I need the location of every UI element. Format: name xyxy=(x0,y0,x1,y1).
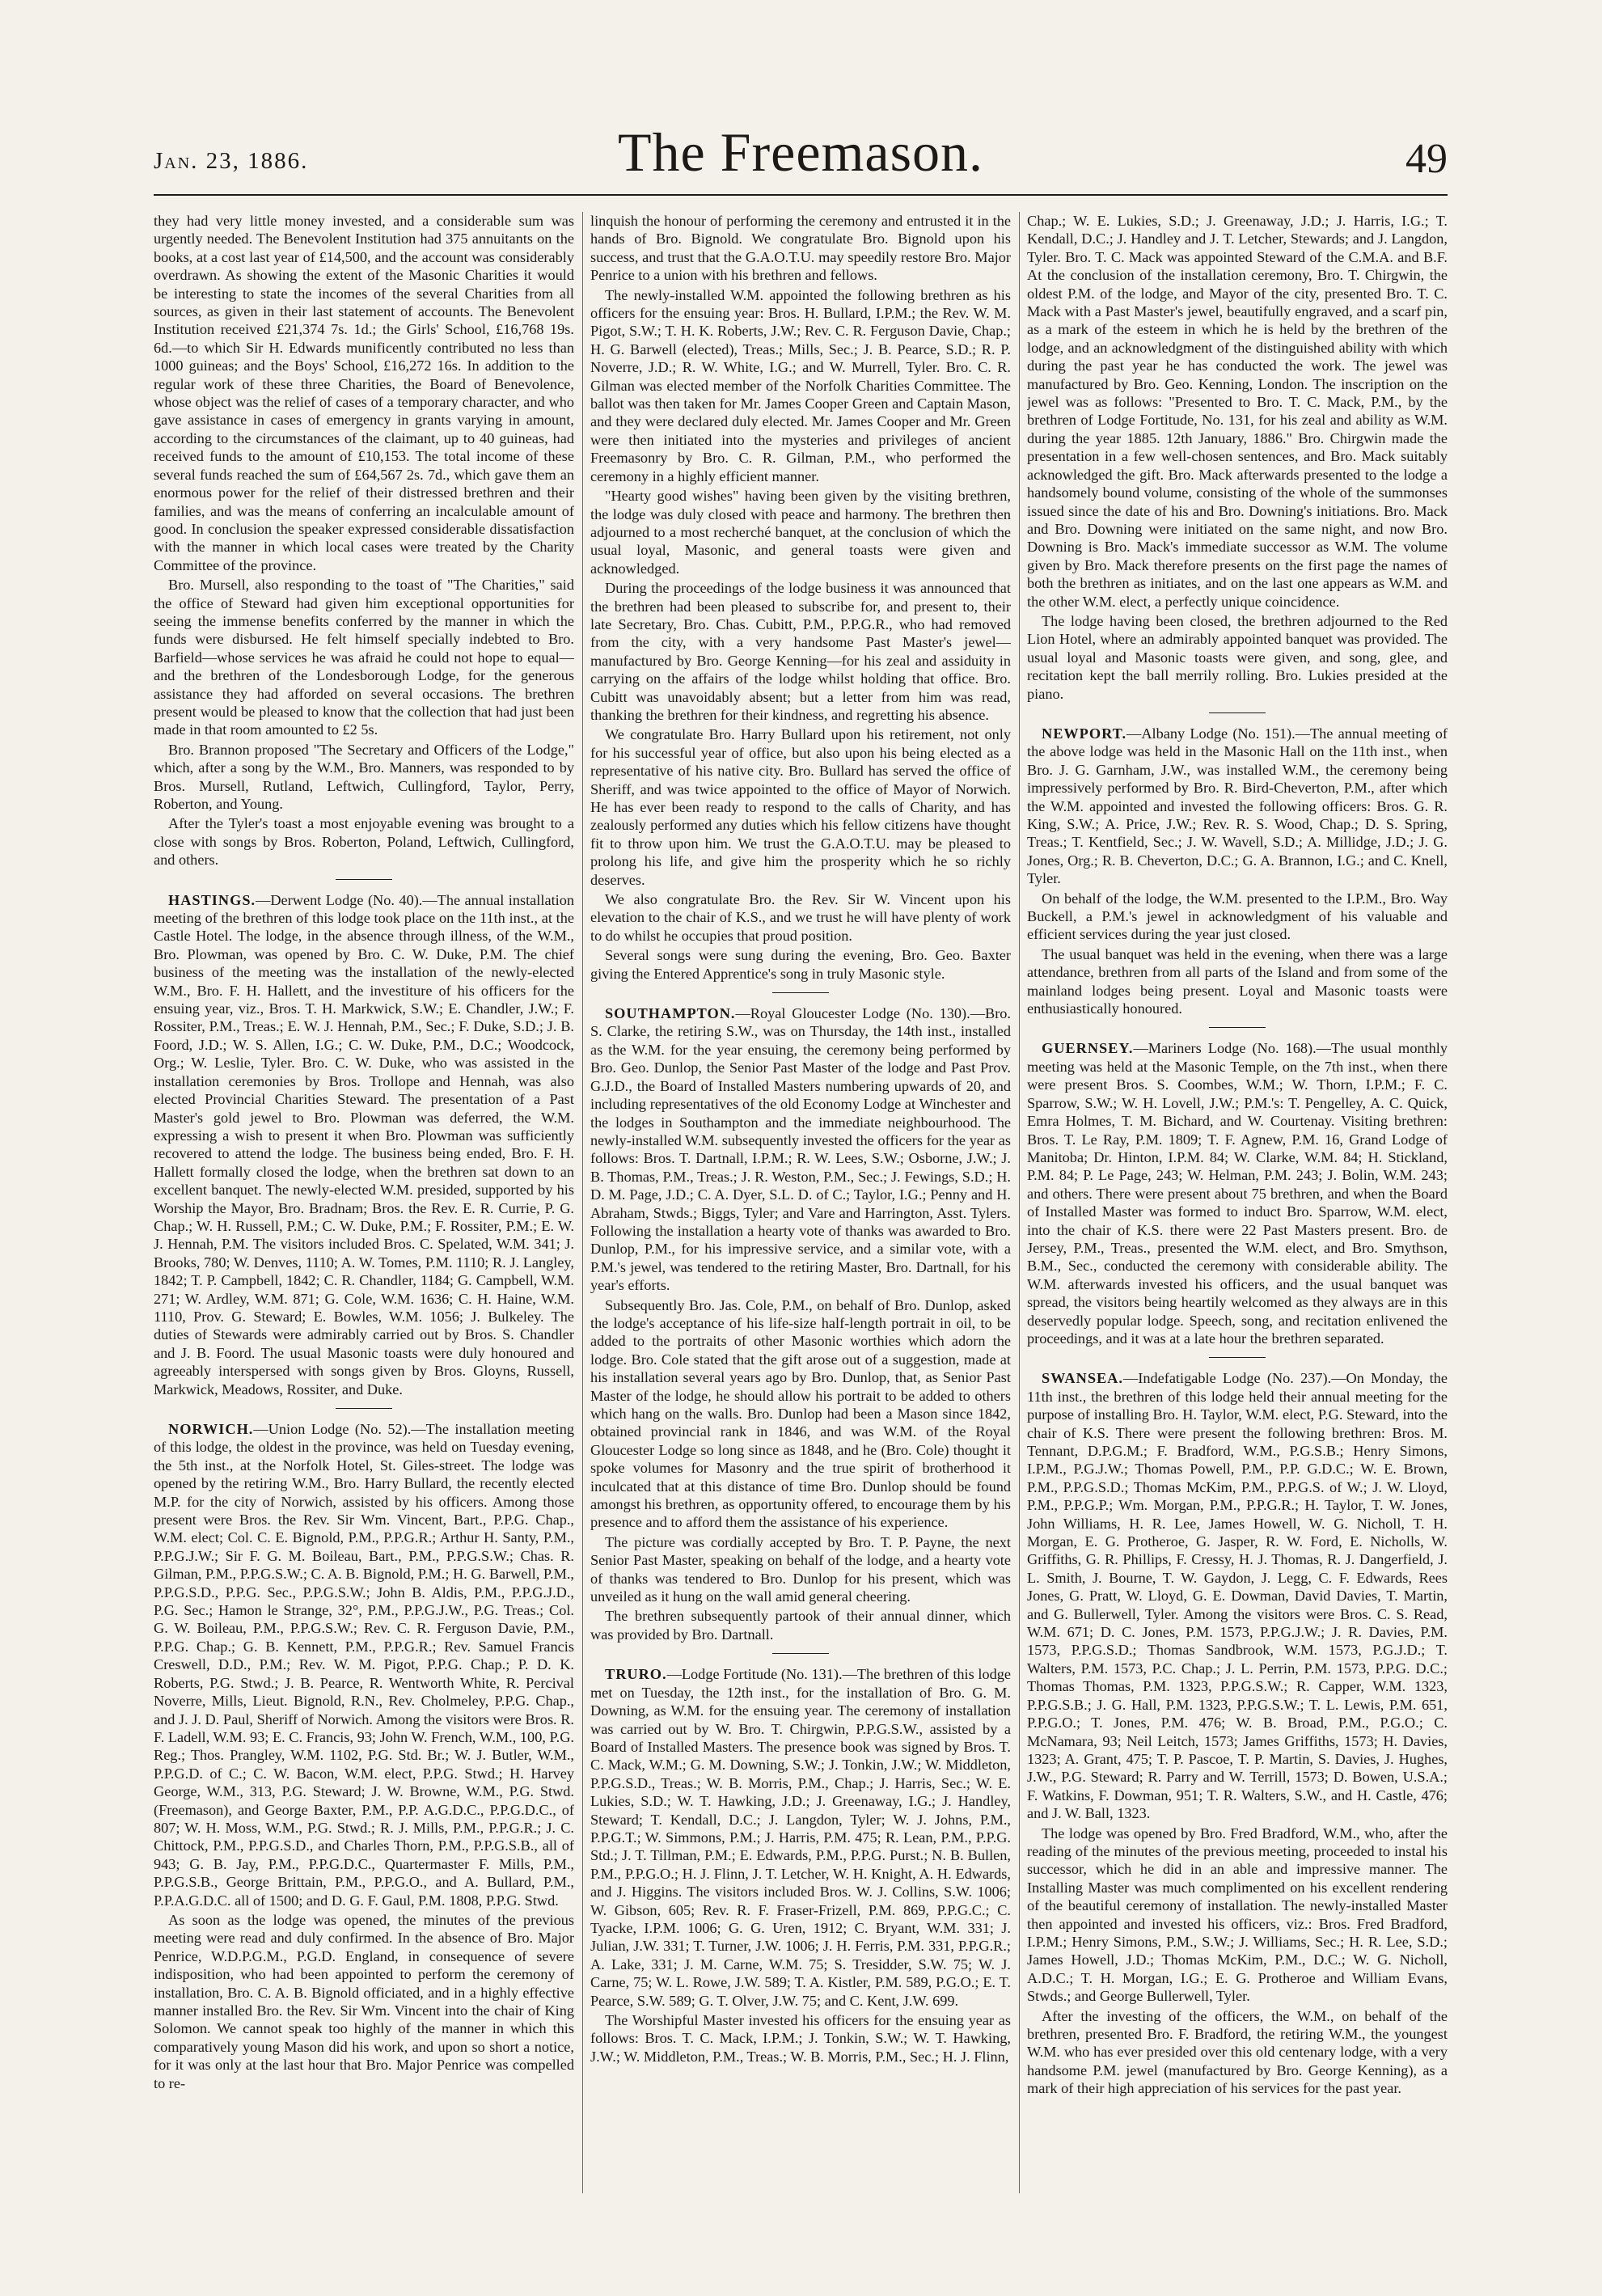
article-newport xyxy=(1027,725,1448,888)
paragraph: After the Tyler's toast a most enjoyable evening was brought to a close with songs by Bros. Roberton, Poland, Leftwich, Cullingford, and others. xyxy=(154,815,574,869)
issue-date: Jan. 23, 1886. xyxy=(154,148,309,174)
article-lodge-title: —Lodge Fortitude (No. 131). xyxy=(666,1666,843,1683)
article-hastings xyxy=(154,891,574,1398)
article-place-heading: TRURO. xyxy=(605,1666,667,1683)
article-lodge-title: —Derwent Lodge (No. 40). xyxy=(256,891,423,908)
article-body: —The installation meeting of this lodge, the oldest in the province, was held on Tuesday evening, the 5th inst., at the Norfolk Hotel, St. Giles-street. The lodge was opened by the retiring W.M., Bro. Harry Bullard, the recently elected M.P. for the city of Norwich, assisted by his officers. Among those present were Bros. the Rev. Sir Wm. Vincent, Bart., P.P.G. Chap., W.M. elect; Col. C. E. Bignold, P.M., P.P.G.R.; Arthur H. Santy, P.M., P.P.G.J.W.; Sir F. G. M. Boileau, Bart., P.M., P.P.G.S.W.; Chas. R. Gilman, P.M., P.P.G.S.W.; C. A. B. Bignold, P.M.; H. G. Barwell, P.M., P.P.G.S.D., P.P.G. Sec., P.P.G.S.W.; John B. Aldis, P.M., P.P.G.J.D., P.G. Sec.; Hamon le Strange, 32°, P.M., P.P.G.J.W., P.G. Treas.; Col. G. W. Boileau, P.M., P.P.G.S.W.; Rev. C. R. Ferguson Davie, P.M., P.P.G. Chap.; G. B. Kennett, P.M., P.P.G.R.; Rev. Samuel Francis Creswell, D.D., P.M.; Rev. W. M. Pigot, P.P.G. Chap.; P. D. K. Roberts, P.G. Stwd.; J. B. Pearce, R. Wentworth White, R. Percival Noverre, Mills, Lieut. Bignold, R.N., Rev. Cholmeley, P.P.G. Chap., and J. J. D. Paul, Sheriff of Norwich. Among the visitors were Bros. R. F. Ladell, W.M. 93; E. C. Francis, 93; John W. French, W.M., 100, P.G. Reg.; Thos. Prangley, W.M. 1102, P.G. Std. Br.; W. J. Butler, W.M., P.P.G.D. of C.; C. W. Bacon, W.M. elect, P.P.G. Stwd.; H. Harvey George, W.M., 313, P.G. Steward; J. W. Browne, W.M., P.G. Stwd. (Freemason), and George Baxter, P.M., P.P. A.G.D.C., P.P.G.D.C., of 807; W. H. Moss, W.M., P.G. Stwd.; R. J. Mills, P.M., P.P.G.R.; J. C. Chittock, P.M., P.P.G.S.D., and Charles Thorn, P.M., P.P.G.S.B., all of 943; G. B. Jay, P.M., P.P.G.D.C., Quartermaster F. Mills, P.M., P.P.G.S.B., George Brittain, P.M., P.P.G.O., and A. Bullard, P.M., P.P.A.G.D.C. all of 1500; and D. G. F. Gaul, P.M. 1808, P.P.G. Stwd. xyxy=(154,1421,574,1909)
paragraph: After the investing of the officers, the W.M., on behalf of the brethren, presented Bro. F. Bradford, the retiring W.M., the youngest W.M. who has ever presided over this old centenary lodge, with a very handsome P.M. jewel (manufactured by Bro. George Kenning), as a mark of their high appreciation of his services for the past year. xyxy=(1027,2007,1448,2097)
article-swansea xyxy=(1027,1369,1448,1822)
paragraph: Subsequently Bro. Jas. Cole, P.M., on behalf of Bro. Dunlop, asked the lodge's acceptance of his life-size half-length portrait in oil, to be added to the portraits of other Masonic worthies which adorn the lodge. Bro. Cole stated that the gift arose out of a suggestion, made at his installation several years ago by Bro. Dunlop, that, as Senior Past Master of the lodge, he should allow his portrait to be added to others which hang on the walls. Bro. Dunlop had been a Mason since 1842, obtained provincial rank in 1846, and was W.M. of the Royal Gloucester Lodge so long since as 1848, and he (Bro. Cole) thought it spoke volumes for Masonry and the true spirit of brotherhood it inculcated that at this distance of time Bro. Dunlop should be found amongst his brethren, as opportunity offered, to encourage them by his presence and to afford them the assistance of his experience. xyxy=(590,1296,1011,1531)
paragraph: The usual banquet was held in the evening, when there was a large attendance, brethren from all parts of the Island and from some of the mainland lodges being present. Loyal and Masonic toasts were enthusiastically honoured. xyxy=(1027,945,1448,1017)
article-lodge-title: —Indefatigable Lodge (No. 237). xyxy=(1122,1370,1332,1387)
section-separator xyxy=(1209,1357,1266,1358)
section-separator xyxy=(772,992,829,993)
article-body: —On Monday, the 11th inst., the brethren of this lodge held their annual meeting for the purpose of installing Bro. H. Taylor, W.M. elect, P.G. Steward, into the chair of K.S. There were present the following brethren: Bros. M. Tennant, D.P.G.M.; F. Bradford, W.M., P.G.S.B.; Henry Simons, I.P.M., P.G.J.W.; Thomas Powell, P.M., P.P. G.D.C.; W. E. Brown, P.M., P.P.G.S.D.; Thomas McKim, P.M., P.P.G.S. of W.; J. W. Lloyd, P.M., P.P.G.P.; Wm. Morgan, P.M., P.P.G.R.; H. Taylor, T. W. Jones, John Williams, H. R. Lee, James Howell, W. G. Nicholl, T. H. Morgan, E. G. Protheroe, G. Jasper, R. W. Ford, E. Nicholls, W. Griffiths, G. R. Phillips, F. Cressy, H. J. Thomas, R. J. Dangerfield, J. L. Smith, J. Bourne, T. W. Gaydon, J. Legg, C. F. Edwards, Rees Jones, G. Pratt, W. Lloyd, G. E. Dowman, David Davies, T. Martin, and G. Bullerwell, Tyler. Among the visitors were Bros. C. S. Read, W.M. 671; D. C. Jones, P.M. 1573, P.P.G.J.W.; J. R. Davies, P.M. 1573, P.P.G.S.D.; Thomas Sandbrook, W.M. 1573, P.G.J.D.; T. Walters, P.M. 1573, P.C. Chap.; J. L. Perrin, P.M. 1573, P.P.G. D.C.; Thomas Thomas, P.M. 1323, P.P.G.S.W.; R. Capper, W.M. 1323, P.P.G.S.B.; J. G. Hall, P.M. 1323, P.P.G.S.W.; T. L. Lewis, P.M. 651, P.P.G.O.; T. Jones, P.M. 476; W. B. Broad, P.M., P.G.O.; C. McNamara, 93; Neil Leitch, 1573; James Griffiths, 1573; H. Davies, 1323; A. Grant, 475; T. P. Pascoe, T. P. Martin, S. Davies, J. Hughes, J.W., P.G. Steward; R. Parry and W. Terrill, 1573; D. Bowen, U.S.A.; F. Watkins, F. Dowman, 951; T. R. Walters, S.W., and H. Castle, 476; and J. W. Ball, 1323. xyxy=(1027,1370,1448,1822)
paragraph: The lodge was opened by Bro. Fred Bradford, W.M., who, after the reading of the minutes of the previous meeting, proceeded to instal his successor, which he did in an able and impressive manner. The Installing Master was much complimented on his excellent rendering of the beautiful ceremony of installation. The newly-installed Master then appointed and invested his officers, viz.: Bros. Fred Bradford, I.P.M.; Henry Simons, P.M., S.W.; J. Williams, Sec.; H. R. Lee, S.D.; James Howell, J.D.; Thomas McKim, P.M., D.C.; W. G. Nicholl, A.D.C.; T. H. Morgan, I.G.; E. G. Protheroe and William Evans, Stwds.; and George Bullerwell, Tyler. xyxy=(1027,1825,1448,2005)
article-body: —The brethren of this lodge met on Tuesday, the 12th inst., for the installation of Bro. G. M. Downing, as W.M. for the ensuing year. The ceremony of installation was carried out by W. Bro. T. Chirgwin, P.P.G.S.W., assisted by a Board of Installed Masters. The presence book was signed by Bros. T. C. Mack, W.M.; G. M. Downing, S.W.; J. Tonkin, J.W.; W. Middleton, P.P.G.S.D., Treas.; W. B. Morris, P.M., Chap.; J. Harris, Sec.; W. E. Lukies, S.D.; W. T. Hawking, J.D.; J. Greenaway, I.G.; J. Handley, Steward; T. Kendall, D.C.; J. Langdon, Tyler; W. J. Johns, P.M., P.P.G.T.; W. Simmons, P.M.; J. Harris, P.M. 475; R. Lean, P.M., P.P.G. Std.; J. T. Tillman, P.M.; E. Edwards, P.M., P.P.G. Purst.; N. B. Bullen, P.M., P.P.G.O.; H. J. Flinn, J. T. Letcher, W. H. Knight, A. H. Edwards, and J. Higgins. The visitors included Bros. W. J. Collins, S.W. 1006; W. Gibson, 605; Rev. R. F. Fraser-Frizell, P.M. 869, P.P.G.C.; C. Tyacke, I.P.M. 1006; G. G. Uren, 1912; C. Bryant, W.M. 331; J. Julian, J.W. 331; T. Turner, J.W. 1006; J. H. Ferris, P.M. 331, P.P.G.R.; A. Lake, 331; J. M. Carne, W.M. 75; S. Tresidder, S.W. 75; W. J. Carne, 75; W. L. Rowe, J.W. 589; T. A. Kistler, P.M. 589, P.G.O.; E. T. Pearce, S.W. 589; G. T. Olver, J.W. 75; and C. Kent, J.W. 699. xyxy=(590,1666,1011,2009)
section-separator xyxy=(336,1408,392,1409)
article-body: —The usual monthly meeting was held at the Masonic Temple, on the 7th inst., when there were present Bros. S. Coombes, W.M.; W. Thorn, I.P.M.; F. C. Sparrow, S.W.; W. H. Lovell, J.W.; P.M.'s: T. Pengelley, A. C. Quick, Emra Holmes, T. M. Bichard, and W. Courtenay. Visiting brethren: Bros. T. Le Ray, P.M. 1809; T. F. Agnew, P.M. 16, Grand Lodge of Manitoba; Dr. Hinton, I.P.M. 84; W. Clarke, W.M. 84; H. Stickland, P.M. 84; P. Le Page, 243; W. Helman, P.M. 243; J. Bolin, W.M. 243; and others. There were present about 75 brethren, and when the Board of Installed Master was formed to induct Bro. Sparrow, W.M. elect, into the chair of K.S. there were 22 Past Masters present. Bro. de Jersey, P.M., Treas., presented the W.M. elect, and Bro. Smythson, B.M., Sec., conducted the ceremony with considerable ability. The W.M. afterwards invested his officers, and the usual banquet was spread, the visitors being heartily welcomed as they always are in this deservedly popular lodge. Speech, song, and recitation enlivened the proceedings, and it was at a late hour the brethren separated. xyxy=(1027,1040,1448,1347)
column-1 xyxy=(154,212,574,2201)
section-separator xyxy=(1209,712,1266,713)
article-body: —Bro. S. Clarke, the retiring S.W., was on Thursday, the 14th inst., installed as the W.M. for the year ensuing, the ceremony being performed by Bro. Geo. Dunlop, the Senior Past Master of the lodge and Past Prov. G.J.D., the Board of Installed Masters numbering upwards of 20, and including representatives of the old Economy Lodge at Winchester and the lodges in Southampton and the immediate neighbourhood. The newly-installed W.M. subsequently invested the officers for the year as follows: Bros. T. Dartnall, I.P.M.; R. W. Lees, S.W.; Osborne, J.W.; J. B. Thomas, P.M., Treas.; J. R. Weston, P.M., Sec.; J. Fewings, S.D.; H. D. M. Page, J.D.; C. A. Dyer, S.L. D. of C.; Taylor, I.G.; Penny and H. Abraham, Stwds.; Biggs, Tyler; and Vare and Harrington, Asst. Tylers. Following the installation a hearty vote of thanks was awarded to Bro. Dunlop, P.M., for his impressive service, and a similar vote, with a P.M.'s jewel, was tendered to the retiring Master, Bro. Dartnall, for his year's efforts. xyxy=(590,1005,1011,1294)
paragraph: Bro. Brannon proposed "The Secretary and Officers of the Lodge," which, after a song by the W.M., Bro. Manners, was responded to by Bros. Mursell, Rutland, Leftwich, Cullingford, Taylor, Perry, Roberton, and Young. xyxy=(154,741,574,812)
paragraph: On behalf of the lodge, the W.M. presented to the I.P.M., Bro. Way Buckell, a P.M.'s jewel in acknowledgment of his valuable and efficient services during the year just closed. xyxy=(1027,890,1448,943)
paragraph: they had very little money invested, and a considerable sum was urgently needed. The Benevolent Institution had 375 annuitants on the books, at a cost last year of £14,500, and the account was considerably overdrawn. As showing the extent of the Masonic Charities it would be interesting to state the incomes of the several Charities from all sources, as given in their last statement of accounts. The Benevolent Institution received £21,374 7s. 1d.; the Girls' School, £16,768 19s. 6d.—to which Sir H. Edwards munificently contributed no less than 1000 guineas; and the Boys' School, £16,272 16s. In addition to the regular work of these three Charities, the Board of Benevolence, whose object was the relief of cases of a temporary character, and who gave assistance in cases of emergency in grants varying in amount, according to the circumstances of the claimant, up to 40 guineas, had received funds to the amount of £10,153. The total income of these several funds reached the sum of £64,567 2s. 7d., which gave them an enormous power for the relief of their distressed brethren and their families, and was the means of conferring an incalculable amount of good. In conclusion the speaker expressed considerable dissatisfaction with the manner in which local cases were treated by the Charity Committee of the province. xyxy=(154,213,574,573)
article-truro xyxy=(590,1665,1011,2010)
paragraph: We also congratulate Bro. the Rev. Sir W. Vincent upon his elevation to the chair of K.S., and we trust he will have plenty of work to do whilst he occupies that proud position. xyxy=(590,891,1011,944)
paragraph: During the proceedings of the lodge business it was announced that the brethren had been pleased to subscribe for, and present to, their late Secretary, Bro. Chas. Cubitt, P.M., P.P.G.R., who had removed from the city, with a very handsome Past Master's jewel—manufactured by Bro. George Kenning—for his zeal and assiduity in carrying on the affairs of the lodge whilst holding that office. Bro. Cubitt was unavoidably absent; but a letter from him was read, thanking the brethren for their kindness, and regretting his absence. xyxy=(590,580,1011,723)
article-place-heading: NORWICH. xyxy=(168,1421,254,1437)
paragraph: The lodge having been closed, the brethren adjourned to the Red Lion Hotel, where an admirably appointed banquet was provided. The usual loyal and Masonic toasts were given, and song, glee, and recitation kept the ball merrily rolling. Bro. Lukies presided at the piano. xyxy=(1027,612,1448,702)
article-place-heading: NEWPORT. xyxy=(1042,725,1127,742)
article-body: —The annual installation meeting of the brethren of this lodge took place on the 11th inst., at the Castle Hotel. The lodge, in the absence through illness, of the W.M., Bro. Plowman, was opened by Bro. C. W. Duke, P.M. The chief business of the meeting was the installation of the newly-elected W.M., Bro. F. H. Hallett, and the investiture of his officers for the ensuing year, viz., Bros. T. H. Markwick, S.W.; E. Chandler, J.W.; F. Rossiter, P.M., Treas.; E. W. J. Hennah, P.M., Sec.; F. Duke, S.D.; J. B. Foord, J.D.; W. S. Allen, I.G.; C. W. Duke, P.M., D.C.; Woodcock, Org.; W. Leslie, Tyler. Bro. C. W. Duke, who was assisted in the installation ceremonies by Bros. Trollope and Hennah, was also elected Provincial Charities Steward. The presentation of a Past Master's gold jewel to Bro. Plowman was deferred, the W.M. expressing a wish to present it when Bro. Plowman was sufficiently recovered to attend the lodge. The business being ended, Bro. F. H. Hallett formally closed the lodge, when the brethren sat down to an excellent banquet. The newly-elected W.M. presided, supported by his Worship the Mayor, Bro. Bradnam; Bros. the Rev. E. R. Currie, P. G. Chap.; W. H. Russell, P.M.; C. W. Duke, P.M.; F. Rossiter, P.M.; E. W. J. Hennah, P.M. The visitors included Bros. C. Spelated, W.M. 341; J. Brooks, 780; W. Denves, 1110; A. W. Tomes, P.M. 1110; R. J. Langley, 1842; T. P. Campbell, 1842; C. R. Chandler, 1184; G. Campbell, W.M. 271; W. Ardley, W.M. 871; G. Cole, W.M. 1636; C. H. Haine, W.M. 1110, Prov. G. Steward; E. Bowles, W.M. 1056; J. Bulkeley. The duties of Stewards were admirably carried out by Bros. S. Chandler and J. B. Foord. The usual Masonic toasts were duly honoured and agreeably interspersed with songs given by Bros. Gloyns, Russell, Markwick, Meadows, Rossiter, and Duke. xyxy=(154,891,574,1397)
column-rule xyxy=(1019,212,1020,2193)
section-separator xyxy=(1209,1027,1266,1028)
article-guernsey xyxy=(1027,1039,1448,1347)
paragraph: Several songs were sung during the evening, Bro. Geo. Baxter giving the Entered Apprentice's song in truly Masonic style. xyxy=(590,947,1011,982)
paragraph: The picture was cordially accepted by Bro. T. P. Payne, the next Senior Past Master, speaking on behalf of the lodge, and a hearty vote of thanks was tendered to Bro. Dunlop for his present, which was unveiled as it hung on the wall amid general cheering. xyxy=(590,1533,1011,1605)
article-lodge-title: —Albany Lodge (No. 151). xyxy=(1126,725,1296,742)
article-norwich xyxy=(154,1420,574,1909)
paragraph: linquish the honour of performing the ceremony and entrusted it in the hands of Bro. Bignold. We congratulate Bro. Bignold upon his success, and trust that the G.A.O.T.U. may speedily restore Bro. Major Penrice to a union with his brethren and fellows. xyxy=(590,213,1011,284)
paragraph: Bro. Mursell, also responding to the toast of "The Charities," said the office of Steward had given him exceptional opportunities for seeing the immense benefits conferred by the manner in which the funds were disbursed. He felt himself specially indebted to Bro. Barfield—whose services he was afraid he could not hope to equal—and the brethren of the Londesborough Lodge, for the generous assistance they had afforded on several occasions. The brethren present would be pleased to know that the collection that had just been made in that room amounted to £2 5s. xyxy=(154,577,574,738)
article-place-heading: SWANSEA. xyxy=(1042,1370,1123,1387)
page-number: 49 xyxy=(1405,136,1448,182)
paragraph: The brethren subsequently partook of their annual dinner, which was provided by Bro. Dartnall. xyxy=(590,1608,1011,1643)
section-separator xyxy=(336,879,392,880)
paragraph: The Worshipful Master invested his officers for the ensuing year as follows: Bros. T. C. Mack, I.P.M.; J. Tonkin, S.W.; W. T. Hawking, J.W.; W. Middleton, P.M., Treas.; W. B. Morris, P.M., Sec.; H. J. Flinn, xyxy=(590,2012,1011,2065)
article-lodge-title: —Union Lodge (No. 52). xyxy=(253,1421,412,1437)
column-2 xyxy=(590,212,1011,2201)
paragraph: "Hearty good wishes" having been given by the visiting brethren, the lodge was duly closed with peace and harmony. The brethren then adjourned to a most recherché banquet, at the conclusion of which the usual loyal, Masonic, and general toasts were given and acknowledged. xyxy=(590,488,1011,577)
column-rule xyxy=(582,212,583,2193)
section-separator xyxy=(772,1653,829,1654)
article-southampton xyxy=(590,1004,1011,1295)
article-place-heading: GUERNSEY. xyxy=(1042,1040,1134,1057)
publication-title: The Freemason. xyxy=(617,121,984,183)
column-3 xyxy=(1027,212,1448,2201)
article-lodge-title: —Mariners Lodge (No. 168). xyxy=(1133,1040,1317,1057)
masthead xyxy=(154,121,1448,186)
paragraph: Chap.; W. E. Lukies, S.D.; J. Greenaway, J.D.; J. Harris, I.G.; T. Kendall, D.C.; J. Handley and J. T. Letcher, Stewards; and J. Langdon, Tyler. Bro. T. C. Mack was appointed Steward of the C.M.A. and B.F. At the conclusion of the installation ceremony, Bro. T. Chirgwin, the oldest P.M. of the lodge, and Mayor of the city, presented Bro. T. C. Mack with a Past Master's jewel, beautifully engraved, and a scarf pin, as a mark of the esteem in which he is held by the brethren of the lodge, and an acknowledgment of the distinguished ability with which during the past year he has conducted the work. The jewel was manufactured by Bro. Geo. Kenning, London. The inscription on the jewel was as follows: "Presented to Bro. T. C. Mack, P.M., by the brethren of Lodge Fortitude, No. 131, for his zeal and ability as W.M. during the year 1885. 12th January, 1886." Bro. Chirgwin made the presentation in a few well-chosen sentences, and Bro. Mack suitably acknowledged the gift. Bro. Mack afterwards presented to the lodge a handsomely bound volume, consisting of the whole of the summonses issued since the date of his and Bro. Downing's initiations. Bro. Mack and Bro. Downing were initiated on the same night, and now Bro. Downing is Bro. Mack's immediate successor as W.M. The volume given by Bro. Mack therefore presents on the first page the names of both the brethren as initiates, and on the last one appears as W.M. and the other W.M. elect, a perfectly unique coincidence. xyxy=(1027,213,1448,610)
paragraph: We congratulate Bro. Harry Bullard upon his retirement, not only for his successful year of office, but also upon his being elected as a representative of his native city. Bro. Bullard has served the office of Sheriff, and was twice appointed to the office of Mayor of Norwich. He has ever been ready to respond to the calls of Charity, and has zealously performed any duties which his fellow citizens have thought fit to throw upon him. We trust the G.A.O.T.U. may be pleased to prolong his life, and give him the prosperity which he so richly deserves. xyxy=(590,726,1011,888)
article-lodge-title: —Royal Gloucester Lodge (No. 130). xyxy=(735,1005,970,1022)
article-place-heading: HASTINGS. xyxy=(168,891,256,908)
paragraph: As soon as the lodge was opened, the minutes of the previous meeting were read and duly confirmed. In the absence of Bro. Major Penrice, W.D.P.G.M., P.G.D. England, in consequence of severe indisposition, who had been appointed to perform the ceremony of installation, Bro. C. A. B. Bignold officiated, and in a highly effective manner installed Bro. the Rev. Sir Wm. Vincent into the chair of King Solomon. We cannot speak too highly of the manner in which this comparatively young Mason did his work, and upon so short a notice, for it was only at the last hour that Bro. Major Penrice was compelled to re- xyxy=(154,1911,574,2091)
masthead-rule xyxy=(154,194,1448,196)
article-body: —The annual meeting of the above lodge was held in the Masonic Hall on the 11th inst., when Bro. J. G. Garnham, J.W., was installed W.M., the ceremony being impressively performed by Bro. R. Bird-Cheverton, P.M., after which the W.M. appointed and invested the following officers: Bros. G. R. King, S.W.; A. Price, J.W.; Rev. R. S. Wood, Chap.; D. S. Spring, Treas.; T. Kentfield, Sec.; J. W. Wavell, S.D.; A. Millidge, J.D.; J. G. Jones, Org.; R. B. Cheverton, D.C.; G. A. Brannon, I.G.; and C. Knell, Tyler. xyxy=(1027,725,1448,887)
article-place-heading: SOUTHAMPTON. xyxy=(605,1005,736,1022)
paragraph: The newly-installed W.M. appointed the following brethren as his officers for the ensuing year: Bros. H. Bullard, I.P.M.; the Rev. W. M. Pigot, S.W.; T. H. K. Roberts, J.W.; Rev. C. R. Ferguson Davie, Chap.; H. G. Barwell (elected), Treas.; Mills, Sec.; J. B. Pearce, S.D.; R. P. Noverre, J.D.; R. W. White, I.G.; and W. Murrell, Tyler. Bro. C. R. Gilman was elected member of the Norfolk Charities Committee. The ballot was then taken for Mr. James Cooper Green and Captain Mason, and they were declared duly elected. Mr. James Cooper and Mr. Green were then initiated into the mysteries and privileges of ancient Freemasonry by Bro. C. R. Gilman, P.M., who performed the ceremony in a highly efficient manner. xyxy=(590,286,1011,484)
